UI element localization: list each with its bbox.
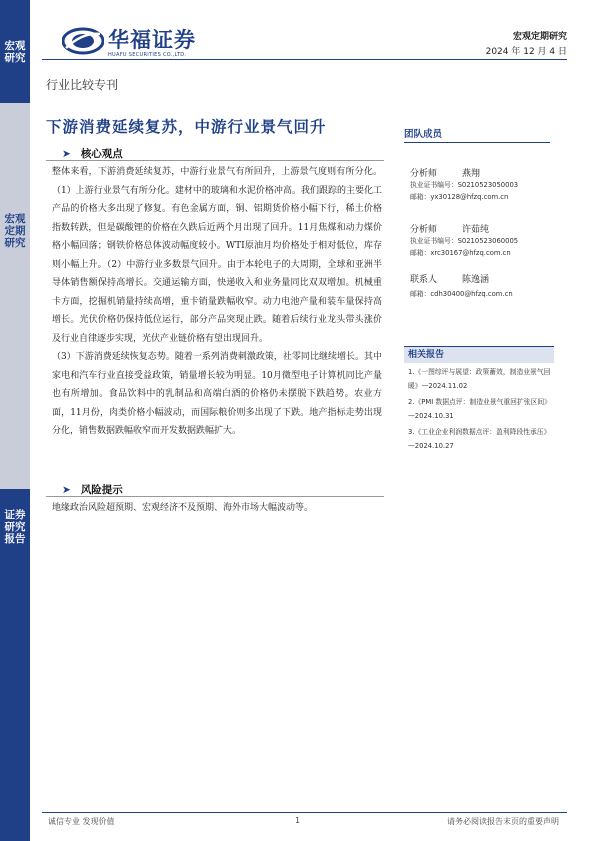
section-divider [46,496,384,497]
sidebar-top-label: 宏观研究 [4,40,26,64]
sidebar-bottom [0,489,30,841]
core-paragraph-2: （3）下游消费延续恢复态势。随着一系列消费刺激政策，社零同比继续增长。其中家电和汽车行业直接受益政策，销量增长较为明显。10月微型电子计算机同比产量也有所增加。食品饮料中的乳制品和高端白酒的价格仍未摆脱下跌趋势。农业方面，11月份，肉类价格小幅波动，而国际粮价则多出现了下跌。地产指标走势出现分化，销售数据跌幅收窄而开发数据跌幅扩大。 [52,352,382,436]
risk-section-label: 风险提示 [80,484,123,496]
sidebar-mid [0,103,30,489]
member-email[interactable]: 邮箱：xrc30167@hfzq.com.cn [410,249,511,257]
section-divider [46,160,384,161]
company-logo [62,22,212,62]
report-date: 2024 年 12 月 4 日 [485,47,567,57]
risk-section-heading [62,482,123,497]
core-section-label: 核心观点 [80,148,123,160]
core-paragraph-1: 整体来看，下游消费延续复苏，中游行业景气有所回升，上游景气度则有所分化。（1）上游行业景气有所分化。建材中的玻璃和水泥价格冲高。我们跟踪的主要化工产品的价格大多出现了修复。有色金属方面，铜、铝期货价格小幅下行，稀土价格指数转跌，但是碳酸锂的价格在久跌后近两个月出现了回升。11月焦煤和动力煤价格小幅回落；钢铁价格总体波动幅度较小。WTI原油月均价格处于相对低位，库存则小幅上升。（2）中游行业多数景气回升。由于本轮电子的大周期，全球和亚洲半导体销售额保持高增长。交通运输方面，快递收入和业务量同比双双增加。机械重卡方面，挖掘机销量持续高增，重卡销量跌幅收窄。动力电池产量和装车量保持高增长。光伏价格仍保持低位运行，部分产品突现止跌。随着后续行业龙头带头涨价及行业自律逐步实现，光伏产业链价格有望出现回升。 [52,167,382,344]
member-role: 分析师 [410,169,438,179]
member-cert: 执业证书编号：S0210523050003 [410,181,519,189]
footer-divider [42,812,567,813]
related-report-link[interactable]: 2.《PMI 数据点评：制造业景气重回扩张区间》—2024.10.31 [408,398,551,420]
team-divider [404,142,550,143]
logo-emblem-icon [62,22,104,60]
member-name: 燕翔 [462,169,481,179]
footer-slogan: 诚信专业 发现价值 [48,817,115,826]
related-report-link[interactable]: 1.《一图综评与展望：政策蓄效，制造业景气回暖》—2024.11.02 [408,368,551,390]
logo-text-en: HUAFU SECURITIES CO.,LTD. [108,52,187,58]
member-name: 许茹纯 [462,225,490,235]
related-reports [404,346,554,453]
sidebar-mid-label: 宏观定期研究 [4,213,26,249]
report-type: 宏观定期研究 [512,32,567,42]
core-section-heading [62,146,123,161]
team-heading: 团队成员 [404,129,443,140]
logo-text-cn: 华福证券 [108,28,196,52]
related-heading: 相关报告 [404,346,554,363]
member-email[interactable]: 邮箱：yx30128@hfzq.com.cn [410,193,509,201]
sidebar-bottom-label: 证券研究报告 [4,509,26,545]
member-email[interactable]: 邮箱：cdh30400@hfzq.com.cn [410,290,513,298]
member-cert: 执业证书编号：S0210523060005 [410,237,519,245]
member-role: 联系人 [410,275,438,285]
risk-text: 地缘政治风险超预期、宏观经济不及预期、海外市场大幅波动等。 [52,503,314,513]
page-title: 下游消费延续复苏，中游行业景气回升 [46,117,327,136]
member-name: 陈逸涵 [462,275,490,285]
sidebar-top [0,0,30,103]
chevron-right-icon: ➤ [62,148,71,160]
related-report-link[interactable]: 3.《工业企业利润数据点评：盈利降段性承压》—2024.10.27 [408,428,551,450]
series-name: 行业比较专刊 [46,78,119,92]
member-role: 分析师 [410,225,438,235]
chevron-right-icon: ➤ [62,484,71,496]
page-number: 1 [295,816,301,825]
core-body [52,163,382,441]
header-divider [42,59,567,60]
footer-disclaimer: 请务必阅读报告末页的重要声明 [447,817,559,826]
